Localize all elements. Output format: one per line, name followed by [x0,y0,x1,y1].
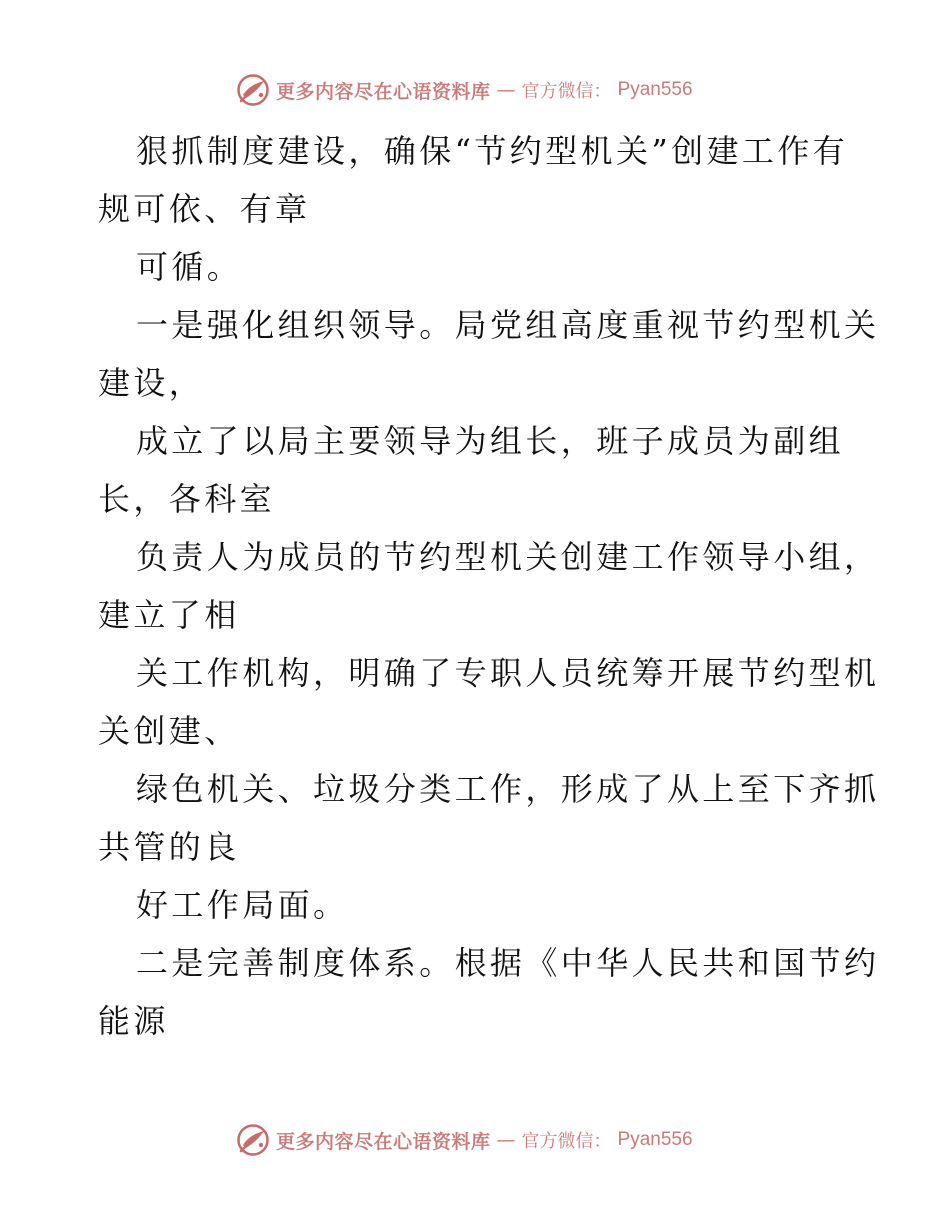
watermark-brand: 更多内容尽在心语资料库 [276,80,491,103]
text-line: 建设， [98,364,205,402]
text-line: 规可依、有章 [98,190,311,228]
footer-watermark [236,1122,693,1158]
body-text [98,122,880,1050]
pen-logo-icon [236,73,270,107]
watermark-separator: — [496,79,516,101]
text-line: 建立了相 [98,596,240,634]
watermark-brand: 更多内容尽在心语资料库 [276,1130,491,1153]
text-line: 可循。 [136,248,243,286]
text-line: 关创建、 [98,712,240,750]
pen-logo-icon [236,1123,270,1157]
text-line: 狠抓制度建设，确保“节约型机关”创建工作有 [136,132,849,170]
text-line: 能源 [98,1002,169,1040]
text-line: 成立了以局主要领导为组长，班子成员为副组 [136,422,845,460]
watermark-label: 官方微信： [521,1131,612,1152]
text-line: 关工作机构，明确了专职人员统筹开展节约型机 [136,654,880,692]
watermark-label: 官方微信： [521,81,612,102]
text-line: 负责人为成员的节约型机关创建工作领导小组， [136,538,880,576]
watermark-wechat-id: Pyan556 [617,1129,693,1150]
text-line: 二是完善制度体系。根据《中华人民共和国节约 [136,944,880,982]
header-watermark [236,72,693,108]
text-line: 绿色机关、垃圾分类工作，形成了从上至下齐抓 [136,770,880,808]
watermark-separator: — [496,1129,516,1151]
text-line: 长，各科室 [98,480,276,518]
text-line: 好工作局面。 [136,886,349,924]
text-line: 共管的良 [98,828,240,866]
text-line: 一是强化组织领导。局党组高度重视节约型机关 [136,306,880,344]
watermark-wechat-id: Pyan556 [617,79,693,100]
